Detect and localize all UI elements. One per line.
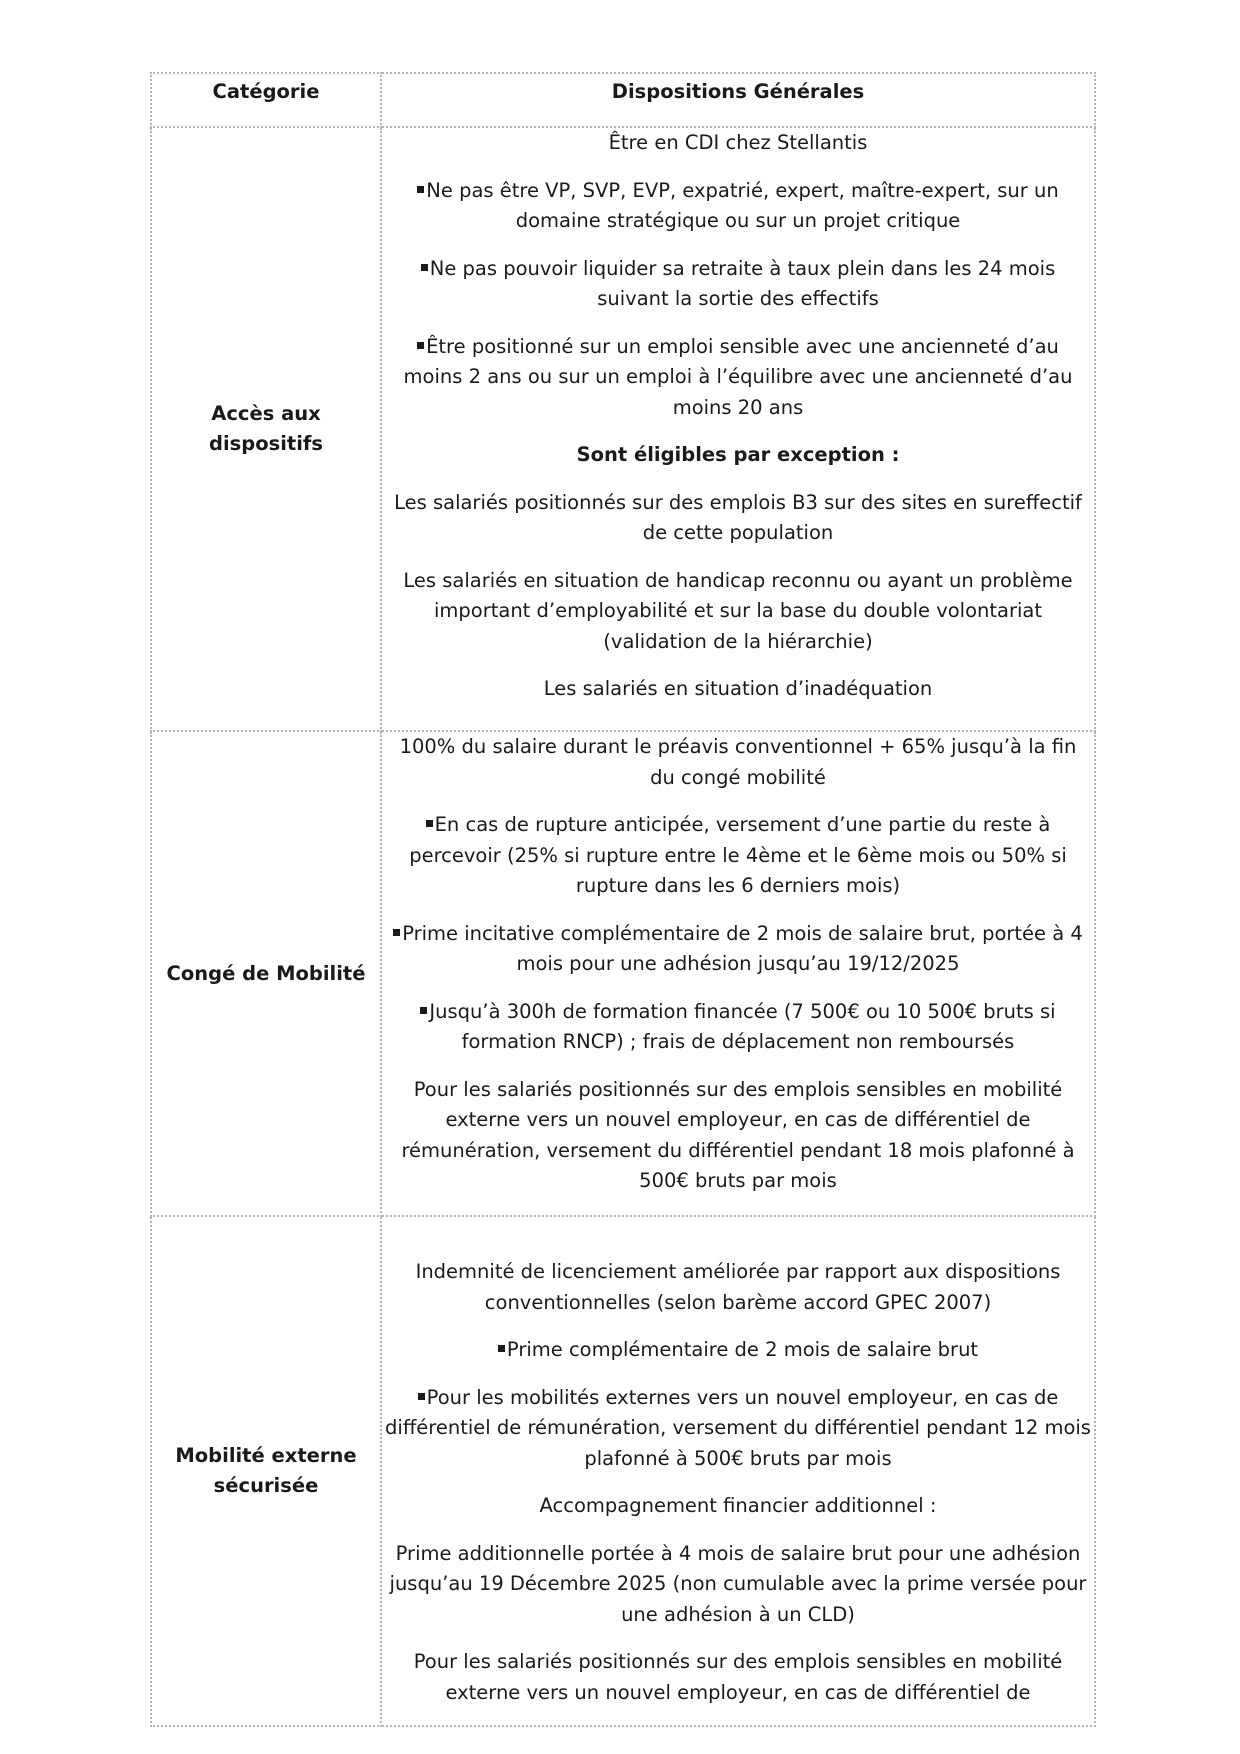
disposition-item xyxy=(385,732,1091,793)
table-header-row xyxy=(151,73,1095,127)
disposition-item xyxy=(385,440,1091,471)
disposition-item xyxy=(385,1075,1091,1197)
table-row xyxy=(151,1216,1095,1726)
disposition-text: Prime additionnelle portée à 4 mois de salaire brut pour une adhésion jusqu’au 19 Décembre 2025 (non cumulable avec la prime versée pour une adhésion à un CLD) xyxy=(389,1541,1087,1626)
bullet-square-icon xyxy=(417,342,424,349)
dispositions-table xyxy=(150,72,1096,1727)
bullet-square-icon xyxy=(418,1393,425,1400)
disposition-text: Être en CDI chez Stellantis xyxy=(608,131,868,154)
disposition-text: Les salariés en situation d’inadéquation xyxy=(543,677,933,700)
bullet-square-icon xyxy=(426,820,433,827)
disposition-item xyxy=(385,566,1091,658)
disposition-text: Prime complémentaire de 2 mois de salaire brut xyxy=(506,1338,979,1361)
disposition-item xyxy=(385,128,1091,159)
dispositions-cell xyxy=(381,731,1095,1216)
disposition-item xyxy=(385,1647,1091,1708)
header-category: Catégorie xyxy=(151,73,381,127)
bullet-square-icon xyxy=(417,186,424,193)
disposition-text: Ne pas être VP, SVP, EVP, expatrié, expert, maître-expert, sur un domaine stratégique ou sur un projet critique xyxy=(426,178,1059,232)
bullet-square-icon xyxy=(498,1345,505,1352)
disposition-text: Pour les mobilités externes vers un nouvel employeur, en cas de différentiel de rémunération, versement du différentiel pendant 12 mois plafonné à 500€ bruts par mois xyxy=(385,1385,1091,1470)
category-cell: Congé de Mobilité xyxy=(151,731,381,1216)
dispositions-cell xyxy=(381,1216,1095,1726)
disposition-text: Indemnité de licenciement améliorée par rapport aux dispositions conventionnelles (selon barème accord GPEC 2007) xyxy=(415,1260,1061,1314)
disposition-item xyxy=(385,1539,1091,1631)
disposition-text: Les salariés en situation de handicap reconnu ou ayant un problème important d’employabilité et sur la base du double volontariat (validation de la hiérarchie) xyxy=(403,568,1073,653)
disposition-item xyxy=(385,1383,1091,1475)
disposition-text: Pour les salariés positionnés sur des emplois sensibles en mobilité externe vers un nouvel employeur, en cas de différentiel de xyxy=(413,1650,1063,1704)
disposition-text: Être positionné sur un emploi sensible avec une ancienneté d’au moins 2 ans ou sur un emploi à l’équilibre avec une ancienneté d’au moins 20 ans xyxy=(403,334,1073,419)
disposition-item xyxy=(385,1257,1091,1318)
disposition-item xyxy=(385,332,1091,424)
disposition-text: En cas de rupture anticipée, versement d’une partie du reste à percevoir (25% si rupture entre le 4ème et le 6ème mois ou 50% si rupture dans les 6 derniers mois) xyxy=(409,813,1067,897)
bullet-square-icon xyxy=(420,1007,427,1014)
table-row xyxy=(151,127,1095,731)
disposition-item xyxy=(385,1335,1091,1366)
bullet-square-icon xyxy=(421,264,428,271)
disposition-item xyxy=(385,254,1091,315)
disposition-item xyxy=(385,176,1091,237)
table-row xyxy=(151,731,1095,1216)
disposition-item xyxy=(385,488,1091,549)
disposition-item xyxy=(385,1491,1091,1522)
disposition-item xyxy=(385,919,1091,980)
header-dispositions: Dispositions Générales xyxy=(381,73,1095,127)
disposition-text: Sont éligibles par exception : xyxy=(576,443,900,466)
disposition-text: Ne pas pouvoir liquider sa retraite à taux plein dans les 24 mois suivant la sortie des effectifs xyxy=(429,256,1056,310)
disposition-text: Accompagnement financier additionnel : xyxy=(539,1494,937,1517)
disposition-text: Les salariés positionnés sur des emplois B3 sur des sites en sureffectif de cette population xyxy=(394,490,1082,544)
disposition-item xyxy=(385,674,1091,705)
disposition-text: Prime incitative complémentaire de 2 mois de salaire brut, portée à 4 mois pour une adhésion jusqu’au 19/12/2025 xyxy=(402,921,1083,975)
category-cell: Accès aux dispositifs xyxy=(151,127,381,731)
dispositions-cell xyxy=(381,127,1095,731)
disposition-text: Jusqu’à 300h de formation financée (7 500€ ou 10 500€ bruts si formation RNCP) ; frais de déplacement non remboursés xyxy=(429,999,1056,1053)
bullet-square-icon xyxy=(393,929,400,936)
category-cell: Mobilité externe sécurisée xyxy=(151,1216,381,1726)
disposition-text: 100% du salaire durant le préavis conventionnel + 65% jusqu’à la fin du congé mobilité xyxy=(399,735,1077,789)
disposition-item xyxy=(385,997,1091,1058)
disposition-item xyxy=(385,810,1091,902)
disposition-text: Pour les salariés positionnés sur des emplois sensibles en mobilité externe vers un nouvel employeur, en cas de différentiel de rémunération, versement du différentiel pendant 18 mois plafonné à 500€ bruts par mois xyxy=(401,1077,1075,1192)
